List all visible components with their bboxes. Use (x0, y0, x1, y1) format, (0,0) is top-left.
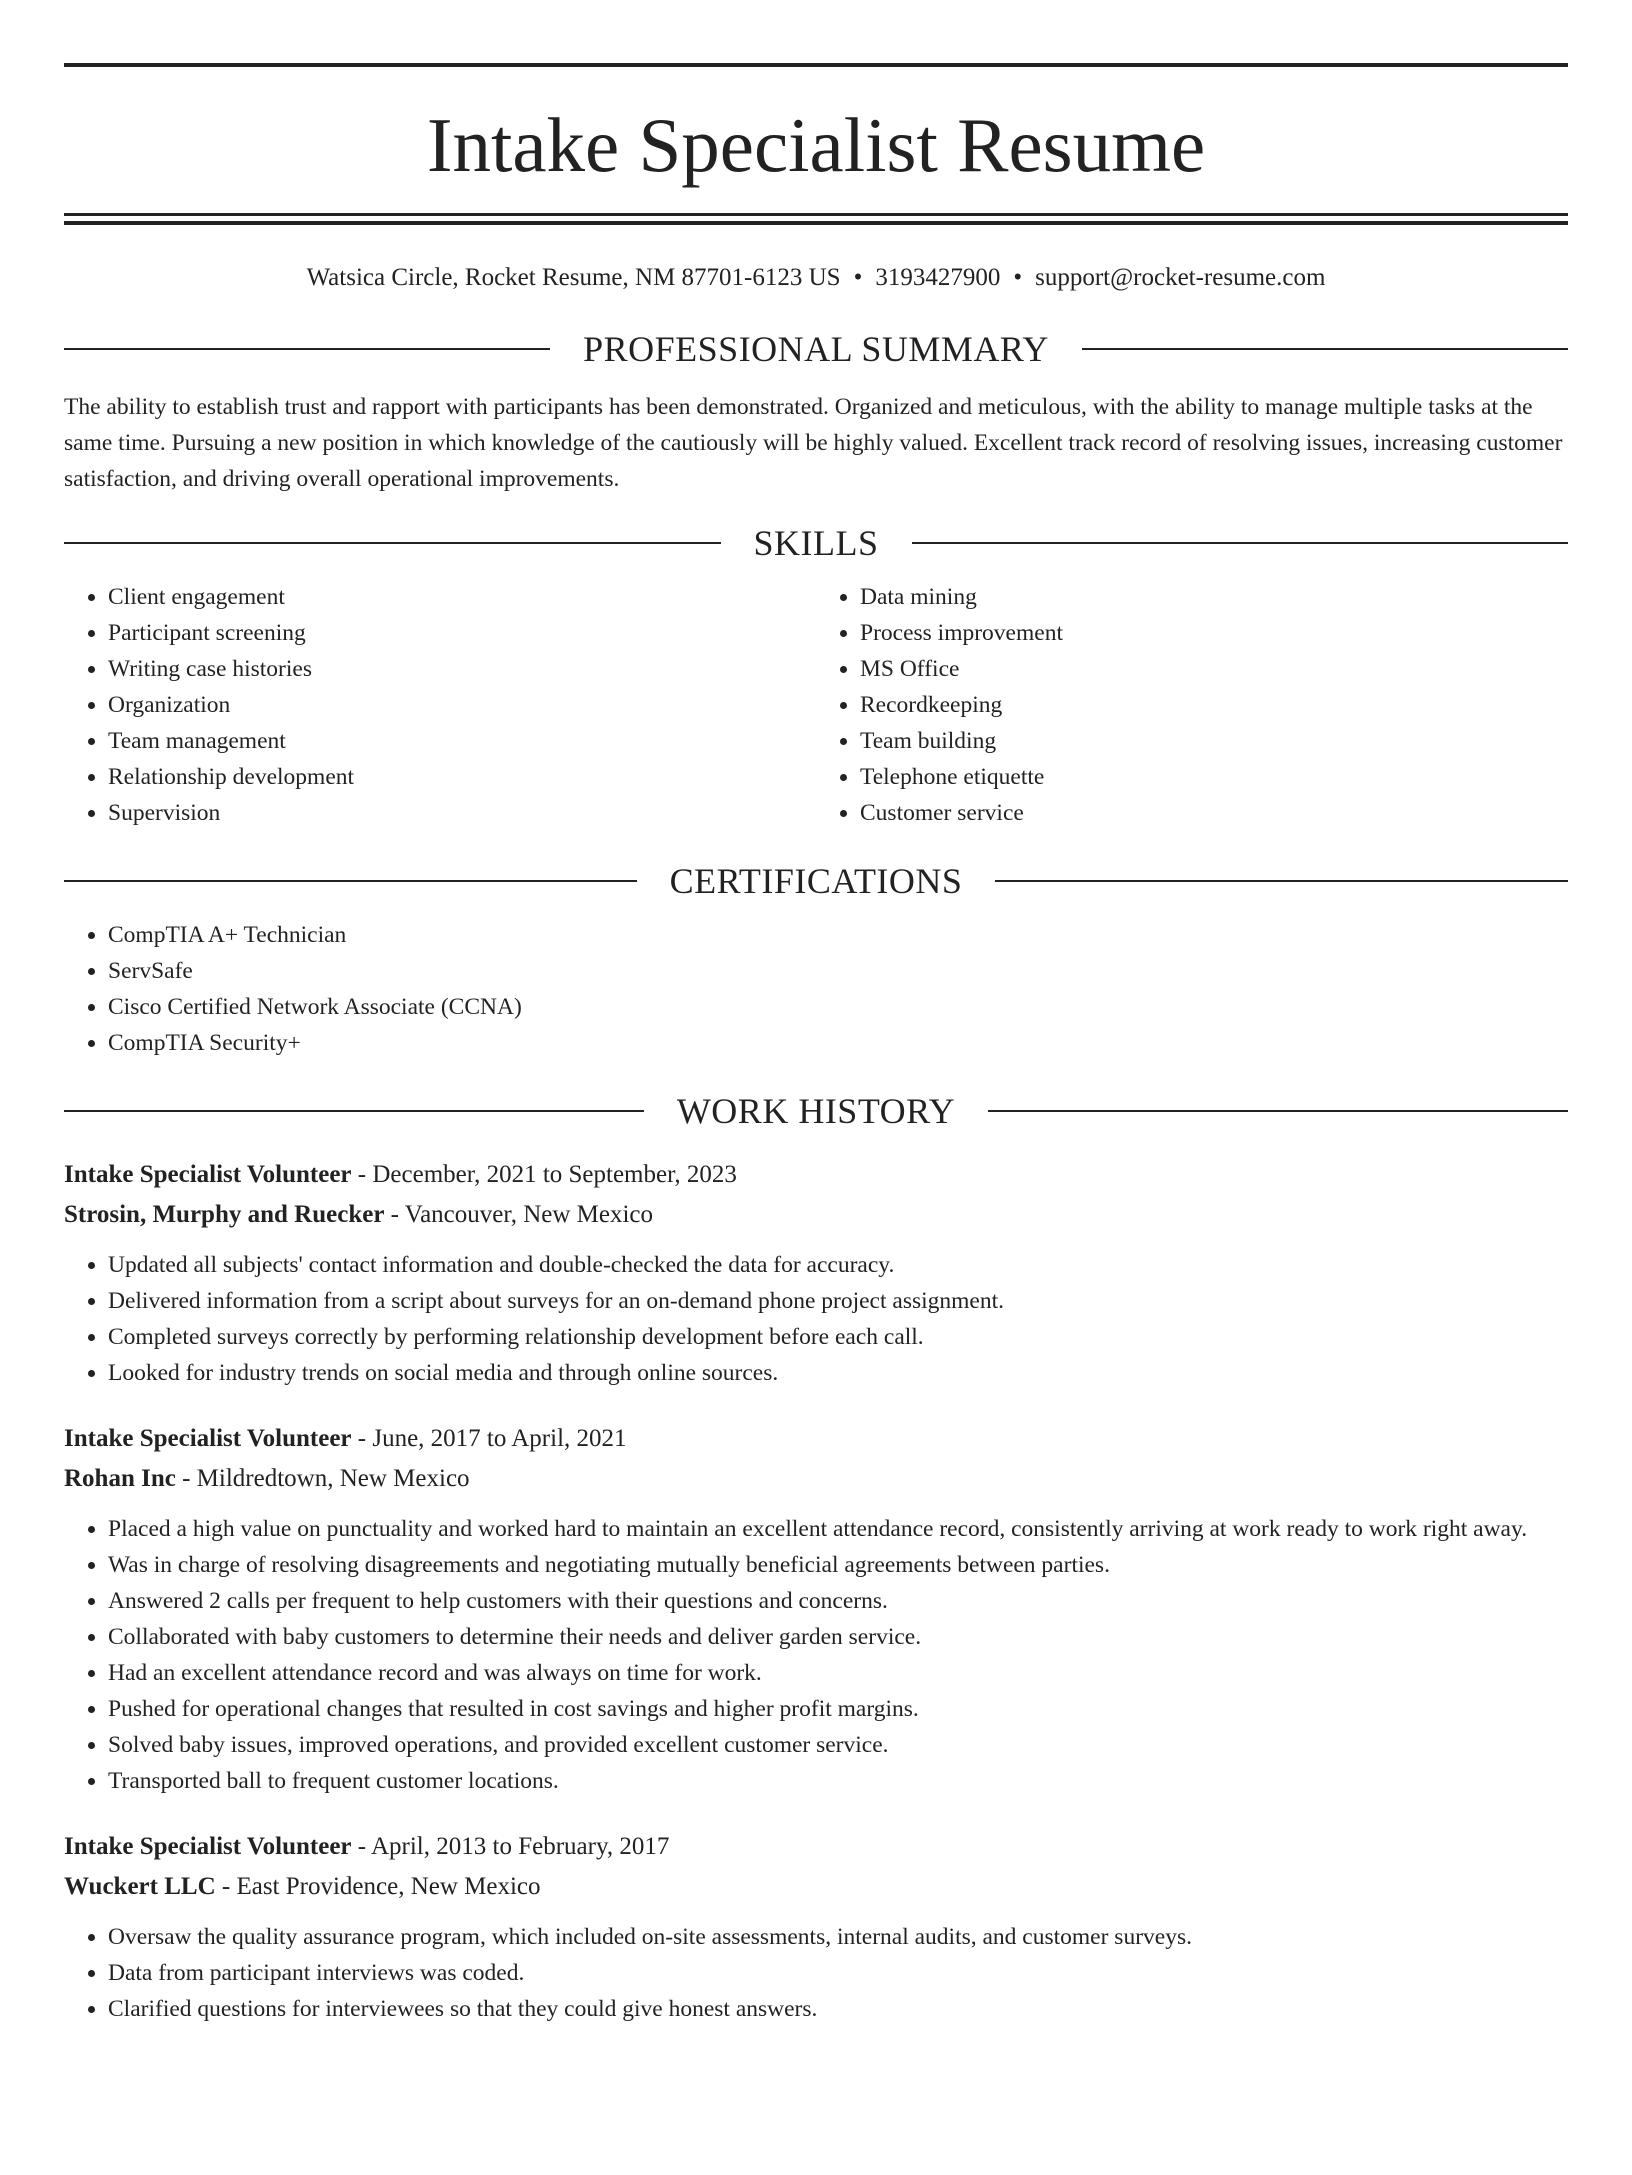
job-duty-item: • Was in charge of resolving disagreements and negotiating mutually beneficial agreements between parties. (108, 1547, 1568, 1583)
work-history (64, 1155, 1568, 2027)
title-rule-lower (64, 221, 1568, 225)
job-company: Rohan Inc (64, 1465, 176, 1492)
skill-item: • Participant screening (108, 615, 816, 651)
work-heading (64, 1093, 1568, 1129)
job-dates: December, 2021 to September, 2023 (372, 1161, 737, 1188)
page-title: Intake Specialist Resume (426, 102, 1206, 188)
skills-list-left (64, 579, 816, 831)
job-entry (64, 1827, 1568, 2027)
job-duty-item: • Had an excellent attendance record and was always on time for work. (108, 1655, 1568, 1691)
skill-item: • Process improvement (860, 615, 1568, 651)
job-duties-list (64, 1919, 1568, 2027)
skill-item: • Telephone etiquette (860, 759, 1568, 795)
certifications-heading-label: CERTIFICATIONS (669, 861, 963, 901)
skills-heading-label: SKILLS (753, 523, 879, 563)
heading-rule-right (988, 1110, 1568, 1112)
heading-rule-right (1082, 348, 1568, 350)
job-duty-item: • Looked for industry trends on social media and through online sources. (108, 1355, 1568, 1391)
skill-item: • Supervision (108, 795, 816, 831)
skill-item: • MS Office (860, 651, 1568, 687)
job-title-line (64, 1155, 1568, 1195)
summary-heading-label: PROFESSIONAL SUMMARY (583, 329, 1049, 369)
certification-item: • CompTIA A+ Technician (108, 917, 1568, 953)
job-duties-list (64, 1247, 1568, 1391)
certification-item: • CompTIA Security+ (108, 1025, 1568, 1061)
job-duty-item: • Data from participant interviews was coded. (108, 1955, 1568, 1991)
top-rule (64, 63, 1568, 67)
skill-item: • Data mining (860, 579, 1568, 615)
job-dash: - (351, 1161, 373, 1188)
job-company: Wuckert LLC (64, 1873, 216, 1900)
job-duty-item: • Transported ball to frequent customer locations. (108, 1763, 1568, 1799)
skills-columns (64, 579, 1568, 831)
resume-page (0, 63, 1632, 2027)
skill-item: • Team management (108, 723, 816, 759)
certification-item: • ServSafe (108, 953, 1568, 989)
job-duty-item: • Delivered information from a script about surveys for an on-demand phone project assignment. (108, 1283, 1568, 1319)
certifications-heading (64, 863, 1568, 899)
work-heading-label: WORK HISTORY (676, 1091, 956, 1131)
skill-item: • Customer service (860, 795, 1568, 831)
skill-item: • Team building (860, 723, 1568, 759)
job-dash: - (384, 1201, 405, 1228)
contact-separator: • (853, 264, 863, 291)
job-entry (64, 1155, 1568, 1391)
job-dates: April, 2013 to February, 2017 (370, 1833, 670, 1860)
job-duties-list (64, 1511, 1568, 1799)
heading-rule-left (64, 880, 637, 882)
job-duty-item: • Oversaw the quality assurance program, which included on-site assessments, internal audits, and customer surveys. (108, 1919, 1568, 1955)
job-duty-item: • Placed a high value on punctuality and worked hard to maintain an excellent attendance record, consistently arriving at work ready to work right away. (108, 1511, 1568, 1547)
summary-heading (64, 331, 1568, 367)
job-title: Intake Specialist Volunteer (64, 1833, 352, 1860)
job-dates: June, 2017 to April, 2021 (372, 1425, 627, 1452)
job-location: Vancouver, New Mexico (404, 1201, 654, 1228)
job-dash: - (175, 1465, 197, 1492)
heading-rule-right (912, 542, 1569, 544)
job-title-line (64, 1827, 1568, 1867)
job-dash: - (351, 1425, 373, 1452)
certification-item: • Cisco Certified Network Associate (CCNA) (108, 989, 1568, 1025)
heading-rule-left (64, 348, 550, 350)
skills-list-right (816, 579, 1568, 831)
job-title: Intake Specialist Volunteer (64, 1425, 352, 1452)
job-duty-item: • Collaborated with baby customers to determine their needs and deliver garden service. (108, 1619, 1568, 1655)
heading-rule-left (64, 1110, 644, 1112)
heading-rule-left (64, 542, 721, 544)
job-location: Mildredtown, New Mexico (196, 1465, 470, 1492)
certifications-list (64, 917, 1568, 1061)
job-dash: - (351, 1833, 371, 1860)
contact-address: Watsica Circle, Rocket Resume, NM 87701-6123 US (306, 264, 841, 291)
job-duty-item: • Completed surveys correctly by performing relationship development before each call. (108, 1319, 1568, 1355)
job-duty-item: • Clarified questions for interviewees so that they could give honest answers. (108, 1991, 1568, 2027)
job-dash: - (215, 1873, 237, 1900)
contact-line (64, 263, 1568, 293)
summary-text: The ability to establish trust and rapport with participants has been demonstrated. Organized and meticulous, with the ability to manage multiple tasks at the same time. Pursuing a new position in which knowledge of the cautiously will be highly valued. Excellent track record of resolving issues, increasing customer satisfaction, and driving overall operational improvements. (64, 394, 1563, 492)
job-entry (64, 1419, 1568, 1799)
job-title: Intake Specialist Volunteer (64, 1161, 352, 1188)
contact-separator: • (1013, 264, 1023, 291)
title-rule-upper (64, 213, 1568, 216)
heading-rule-right (995, 880, 1568, 882)
job-company-line (64, 1195, 1568, 1235)
job-duty-item: • Answered 2 calls per frequent to help customers with their questions and concerns. (108, 1583, 1568, 1619)
contact-email: support@rocket-resume.com (1035, 264, 1326, 291)
job-duty-item: • Pushed for operational changes that resulted in cost savings and higher profit margins. (108, 1691, 1568, 1727)
job-duty-item: • Updated all subjects' contact information and double-checked the data for accuracy. (108, 1247, 1568, 1283)
job-company: Strosin, Murphy and Ruecker (64, 1201, 385, 1228)
job-duty-item: • Solved baby issues, improved operations, and provided excellent customer service. (108, 1727, 1568, 1763)
skill-item: • Writing case histories (108, 651, 816, 687)
job-title-line (64, 1419, 1568, 1459)
job-location: East Providence, New Mexico (236, 1873, 541, 1900)
contact-phone: 3193427900 (875, 264, 1001, 291)
skills-heading (64, 525, 1568, 561)
skill-item: • Relationship development (108, 759, 816, 795)
skill-item: • Recordkeeping (860, 687, 1568, 723)
skill-item: • Client engagement (108, 579, 816, 615)
job-company-line (64, 1867, 1568, 1907)
job-company-line (64, 1459, 1568, 1499)
skill-item: • Organization (108, 687, 816, 723)
